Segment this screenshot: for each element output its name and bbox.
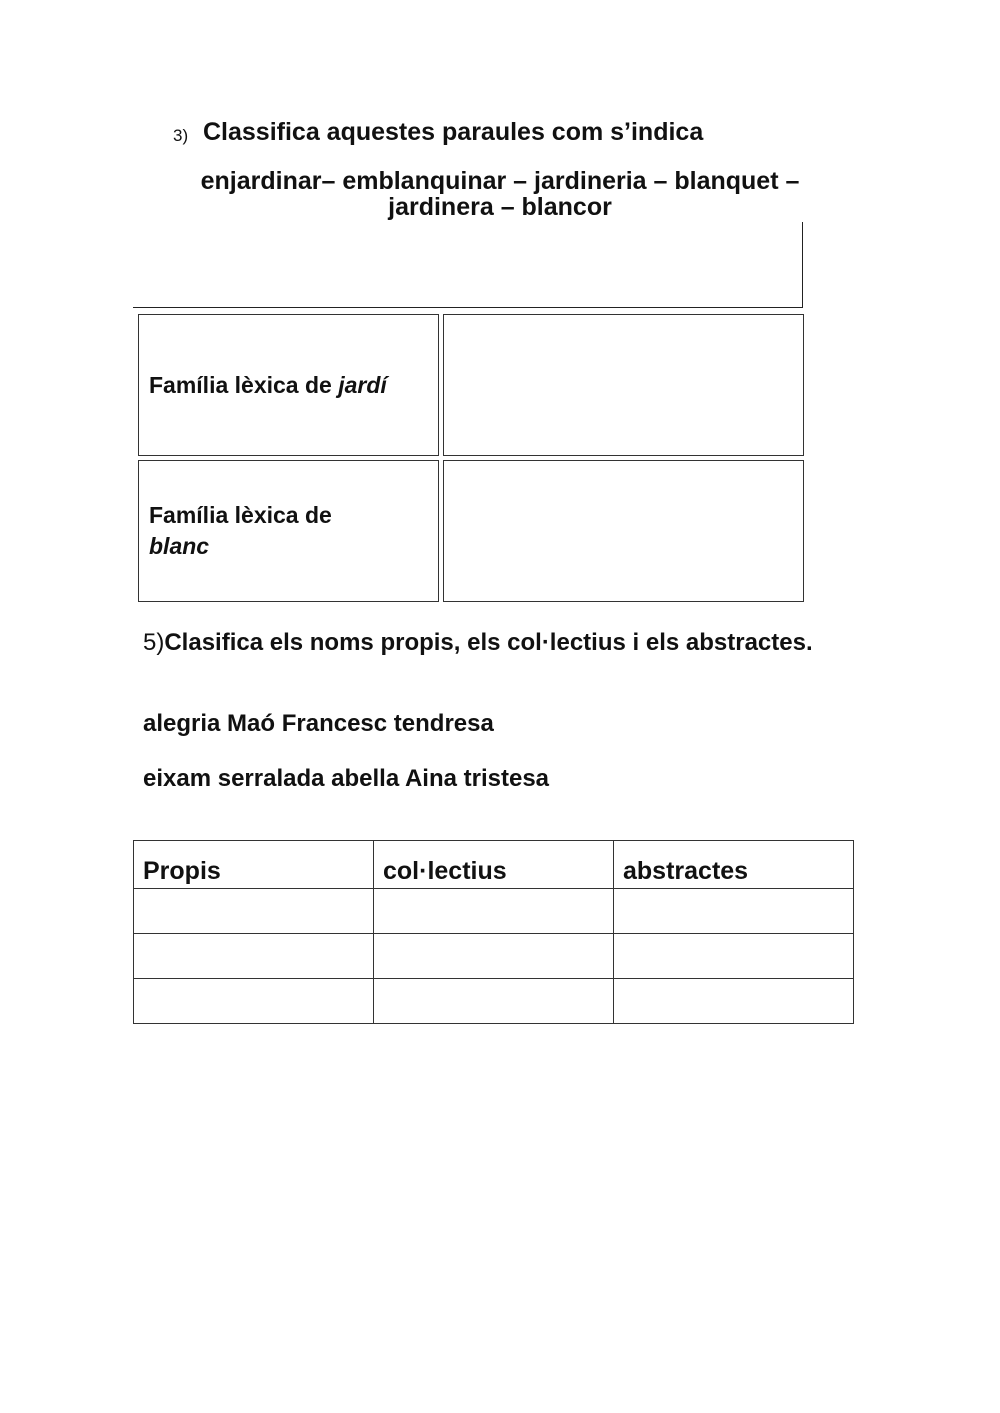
classification-table xyxy=(133,840,854,1024)
table-cell[interactable] xyxy=(374,889,614,934)
question-5-title xyxy=(143,628,823,658)
family-blanc-label-cell xyxy=(138,460,439,602)
divider-vertical xyxy=(802,222,803,308)
family-blanc-prefix: Família lèxica de xyxy=(149,502,332,528)
family-blanc-word: blanc xyxy=(149,533,210,559)
family-jardi-answer-cell[interactable] xyxy=(443,314,804,456)
table-cell[interactable] xyxy=(374,934,614,979)
header-collectius: col·lectius xyxy=(374,841,614,889)
table-cell[interactable] xyxy=(614,979,854,1024)
family-jardi-word: jardí xyxy=(338,371,387,398)
table-row xyxy=(134,934,854,979)
question-3-title: Classifica aquestes paraules com s’indica xyxy=(203,118,704,146)
family-jardi-label xyxy=(139,370,397,401)
table-cell[interactable] xyxy=(614,889,854,934)
question-5-number: 5) xyxy=(143,629,165,656)
family-blanc-answer-cell[interactable] xyxy=(443,460,804,602)
table-cell[interactable] xyxy=(134,934,374,979)
word-line-1: alegria Maó Francesc tendresa xyxy=(143,710,494,737)
divider-horizontal xyxy=(133,307,803,308)
word-list-line-2: jardinera – blancor xyxy=(388,193,612,221)
header-abstractes: abstractes xyxy=(614,841,854,889)
family-jardi-prefix: Família lèxica de xyxy=(149,371,339,398)
family-blanc-label xyxy=(139,500,342,562)
question-3-number: 3) xyxy=(173,126,189,145)
word-list xyxy=(160,168,840,220)
word-list-line-1: enjardinar– emblanquinar – jardineria – blanquet – xyxy=(200,167,800,195)
header-propis: Propis xyxy=(134,841,374,889)
table-row xyxy=(134,889,854,934)
family-jardi-label-cell xyxy=(138,314,439,456)
table-row xyxy=(134,979,854,1024)
table-cell[interactable] xyxy=(374,979,614,1024)
table-header-row xyxy=(134,841,854,889)
table-cell[interactable] xyxy=(134,979,374,1024)
table-cell[interactable] xyxy=(614,934,854,979)
word-line-2: eixam serralada abella Aina tristesa xyxy=(143,765,550,792)
table-cell[interactable] xyxy=(134,889,374,934)
question-5-text: Clasifica els noms propis, els col·lectius i els abstractes. xyxy=(164,629,813,656)
